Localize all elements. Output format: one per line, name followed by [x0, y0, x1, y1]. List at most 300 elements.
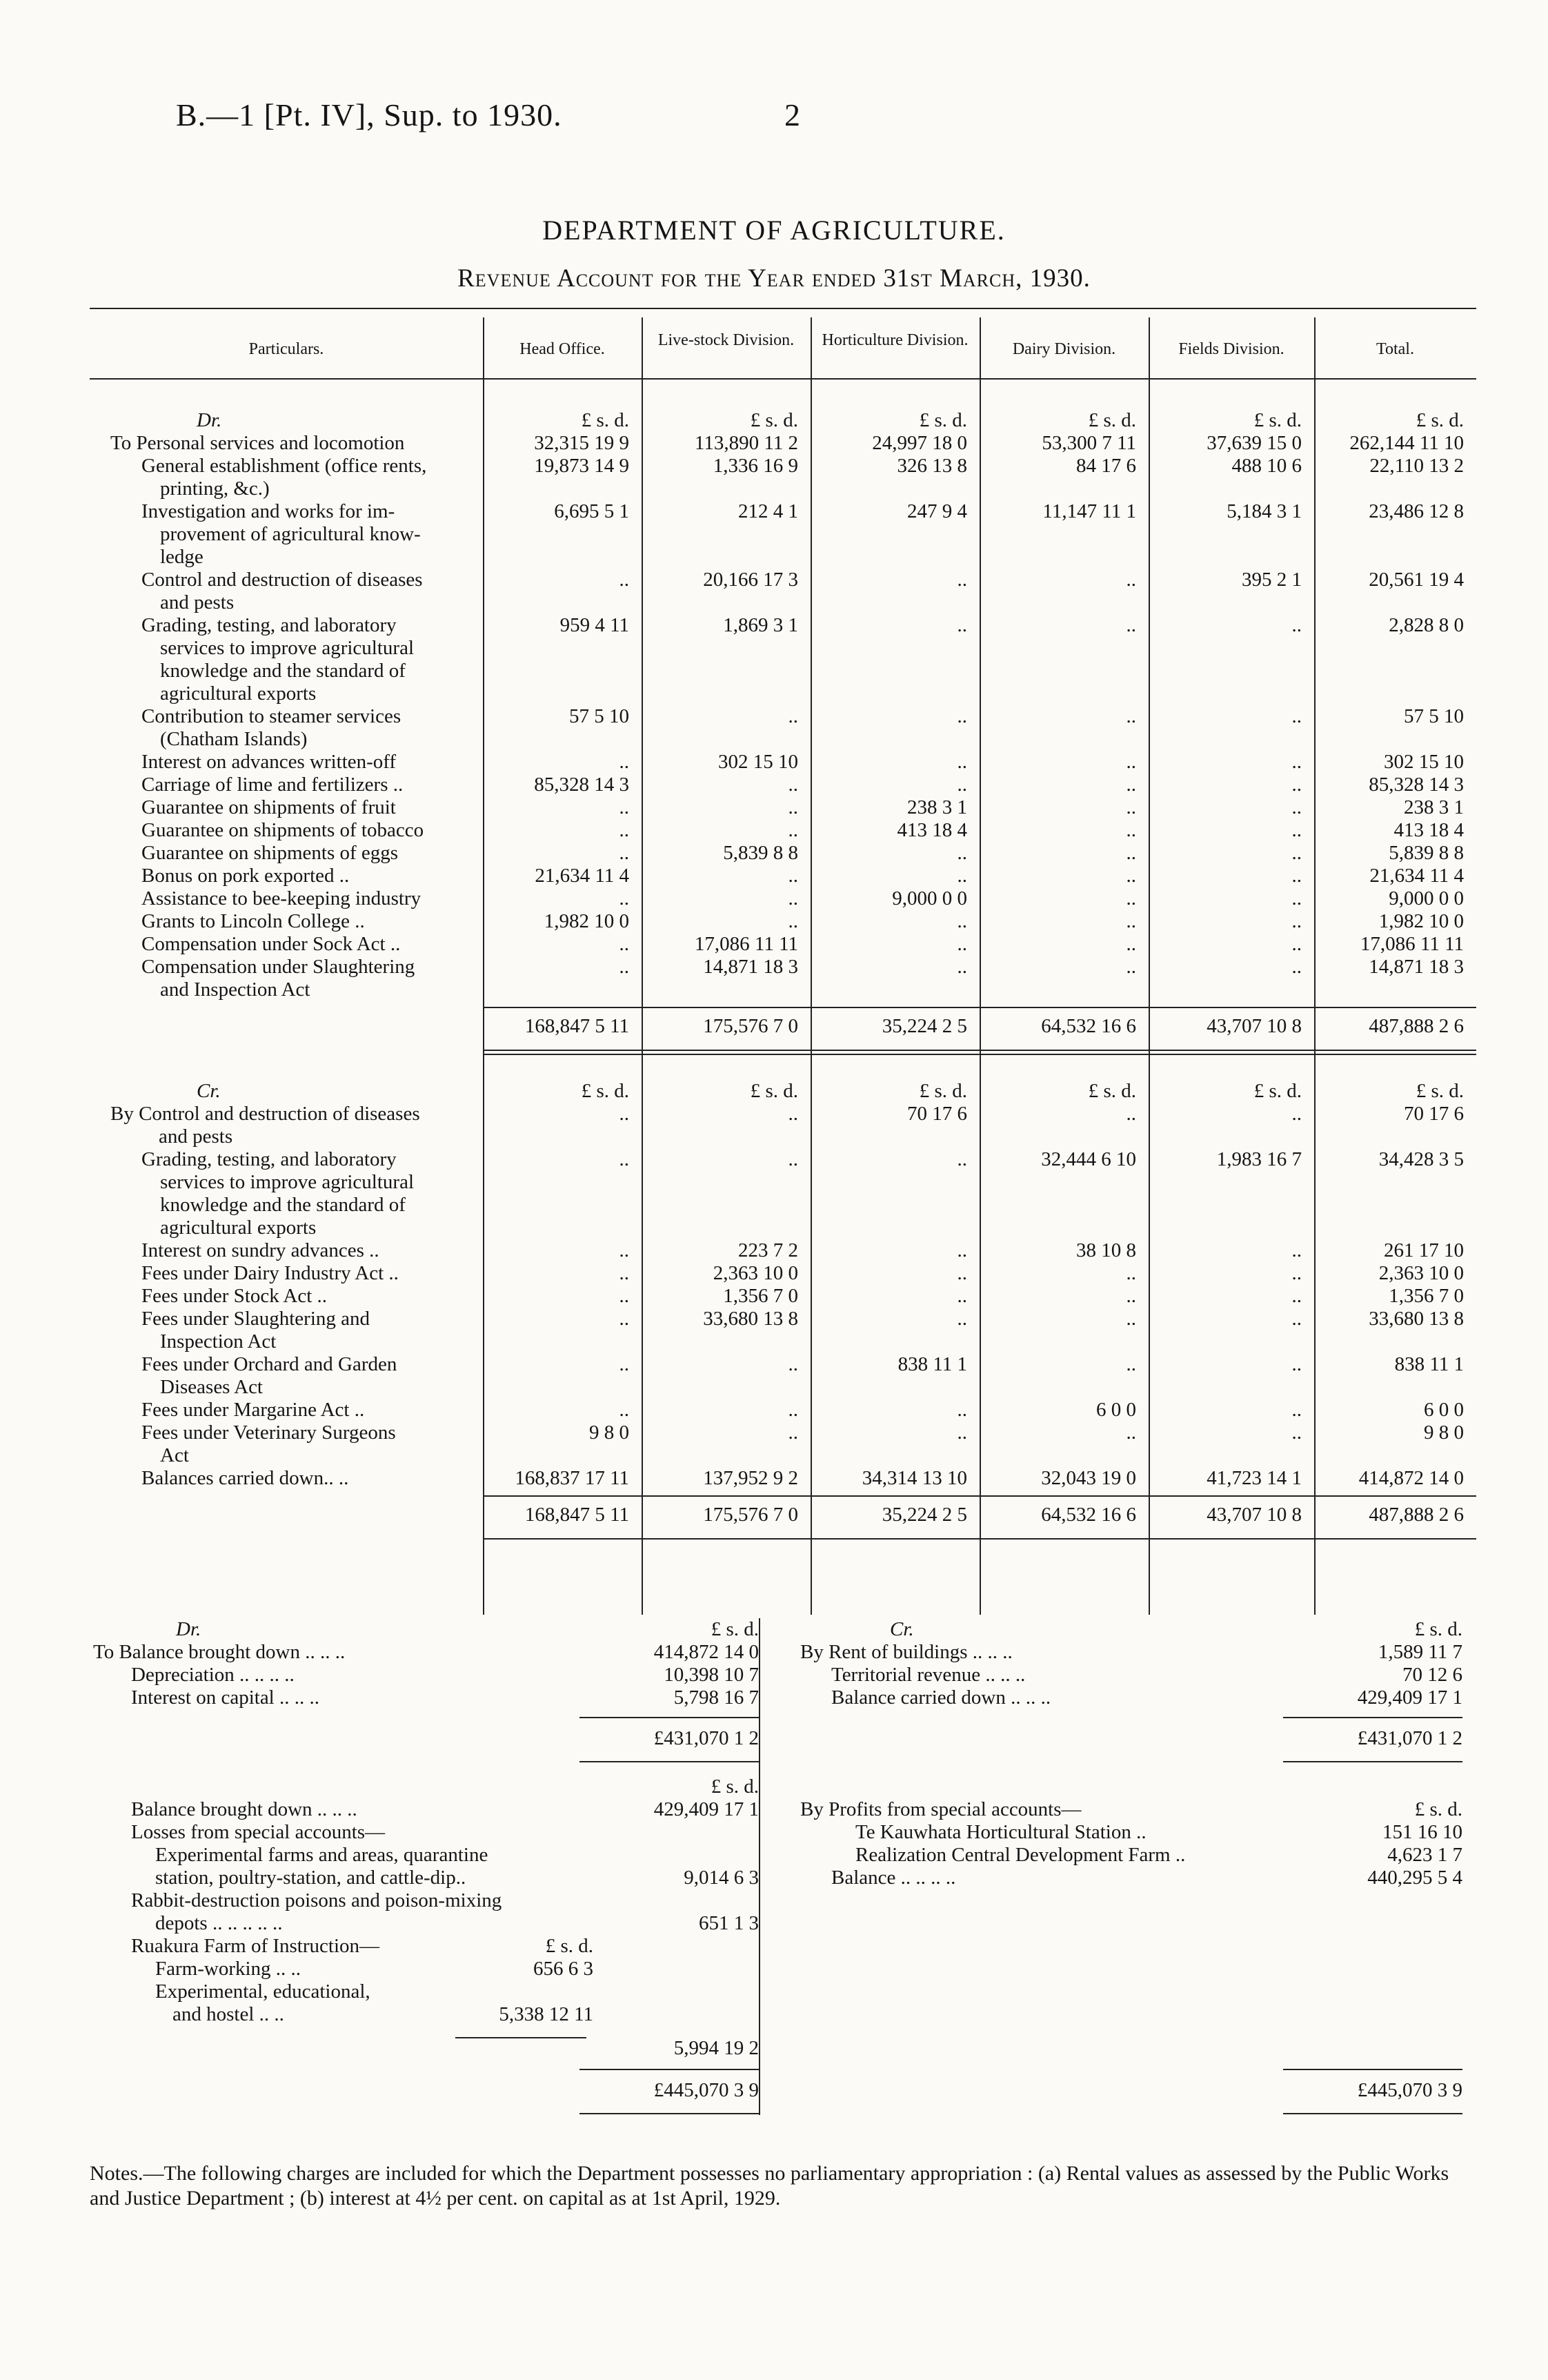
summary-right-value: 1,589 11 7 [1378, 1641, 1462, 1663]
summary-right-value: 151 16 10 [1382, 1821, 1462, 1843]
summary-left-label: Experimental farms and areas, quarantine [155, 1844, 488, 1866]
lsd-header: £ s. d. [1416, 1080, 1464, 1102]
row-label: Act [160, 1444, 189, 1466]
row-value: .. [1126, 910, 1136, 932]
row-value: .. [619, 1148, 629, 1170]
row-value: 238 3 1 [907, 796, 967, 818]
row-label: By Control and destruction of diseases [110, 1103, 420, 1125]
row-value: .. [1126, 956, 1136, 978]
row-value: 32,043 19 0 [1041, 1467, 1136, 1489]
header-bottom-rule [90, 378, 1476, 380]
col-particulars-header: Particulars. [248, 340, 324, 358]
column-divider [980, 317, 981, 1615]
row-value: .. [1126, 1308, 1136, 1330]
row-value: .. [957, 569, 967, 591]
row-value: 9,000 0 0 [1389, 887, 1464, 909]
row-value: .. [957, 751, 967, 773]
row-value: .. [619, 887, 629, 909]
row-value: 32,444 6 10 [1041, 1148, 1136, 1170]
row-value: 85,328 14 3 [534, 774, 629, 796]
column-divider [811, 317, 812, 1615]
lsd-header: £ s. d. [1416, 409, 1464, 431]
row-label: Grading, testing, and laboratory [141, 1148, 397, 1170]
col-dairy-header: Dairy Division. [1012, 340, 1116, 358]
summary-left-value: 651 1 3 [699, 1912, 759, 1934]
ruakura-value: 5,338 12 11 [499, 2003, 593, 2025]
dr-total: 35,224 2 5 [882, 1015, 967, 1037]
row-value: 959 4 11 [559, 614, 629, 636]
row-label: Contribution to steamer services [141, 705, 401, 727]
row-value: 262,144 11 10 [1349, 432, 1464, 454]
row-label: Fees under Slaughtering and [141, 1308, 370, 1330]
cr-total: 175,576 7 0 [703, 1504, 798, 1526]
row-value: .. [619, 819, 629, 841]
row-value: .. [1126, 569, 1136, 591]
summary-right-value: 440,295 5 4 [1367, 1867, 1462, 1889]
row-value: .. [1291, 842, 1302, 864]
row-value: .. [788, 796, 798, 818]
row-value: 261 17 10 [1384, 1239, 1464, 1261]
row-value: 21,634 11 4 [1369, 865, 1464, 887]
summary-left-label: Rabbit-destruction poisons and poison-mixing [131, 1889, 502, 1911]
lsd-header: £ s. d. [581, 409, 629, 431]
lsd-header: £ s. d. [750, 409, 798, 431]
cr-total: 487,888 2 6 [1369, 1504, 1464, 1526]
col-fields-header: Fields Division. [1178, 340, 1284, 358]
row-value: .. [788, 1148, 798, 1170]
row-value: 5,839 8 8 [723, 842, 798, 864]
summary-dr-label: Dr. [176, 1618, 201, 1640]
column-divider [642, 317, 643, 1615]
row-value: .. [1291, 933, 1302, 955]
row-label: and Inspection Act [160, 978, 310, 1001]
summary-rule [1283, 2069, 1462, 2070]
row-value: 20,166 17 3 [703, 569, 798, 591]
row-value: .. [1291, 1308, 1302, 1330]
summary-right-label: Territorial revenue .. .. .. [831, 1664, 1026, 1686]
col-live-stock-header: Live-stock Division. [657, 331, 795, 349]
row-label: Inspection Act [160, 1330, 277, 1353]
summary-rule [579, 1717, 759, 1718]
row-value: 137,952 9 2 [703, 1467, 798, 1489]
summary-left-value: 429,409 17 1 [653, 1798, 759, 1820]
column-divider [1149, 317, 1150, 1615]
row-label: (Chatham Islands) [160, 728, 308, 750]
lsd-header: £ s. d. [1088, 409, 1136, 431]
row-value: 5,839 8 8 [1389, 842, 1464, 864]
row-value: 6 0 0 [1424, 1399, 1464, 1421]
summary-left-label: Interest on capital .. .. .. [131, 1686, 319, 1709]
row-value: .. [788, 865, 798, 887]
row-value: .. [619, 569, 629, 591]
dr-total: 175,576 7 0 [703, 1015, 798, 1037]
page-subtitle: Revenue Account for the Year ended 31st March, 1930. [457, 264, 1091, 293]
summary-rule [579, 1761, 759, 1762]
row-value: .. [957, 865, 967, 887]
row-value: .. [788, 1422, 798, 1444]
row-value: .. [788, 1399, 798, 1421]
totals-bottom-rule [483, 1538, 1476, 1540]
row-value: .. [957, 705, 967, 727]
row-value: 20,561 19 4 [1369, 569, 1464, 591]
row-value: 19,873 14 9 [534, 455, 629, 477]
summary-rule [1283, 1761, 1462, 1762]
row-label: services to improve agricultural [160, 1171, 415, 1193]
summary-lsd: £ s. d. [1414, 1618, 1462, 1640]
row-value: .. [619, 751, 629, 773]
row-label: Balances carried down.. .. [141, 1467, 349, 1489]
row-value: 1,336 16 9 [713, 455, 798, 477]
row-value: .. [957, 910, 967, 932]
row-value: 238 3 1 [1404, 796, 1464, 818]
row-label: Control and destruction of diseases [141, 569, 423, 591]
summary-right-label: Te Kauwhata Horticultural Station .. [855, 1821, 1147, 1843]
row-value: 34,314 13 10 [862, 1467, 967, 1489]
summary-right-label: By Rent of buildings .. .. .. [800, 1641, 1013, 1663]
summary-left-value: 10,398 10 7 [664, 1664, 759, 1686]
row-value: 9 8 0 [589, 1422, 629, 1444]
row-value: .. [619, 1262, 629, 1284]
document-reference: B.—1 [Pt. IV], Sup. to 1930. [176, 97, 562, 132]
summary-lsd: £ s. d. [711, 1618, 759, 1640]
row-value: 23,486 12 8 [1369, 500, 1464, 522]
row-value: 488 10 6 [1231, 455, 1302, 477]
summary-rule [1283, 2113, 1462, 2114]
row-label: Fees under Stock Act .. [141, 1285, 328, 1307]
row-value: 11,147 11 1 [1042, 500, 1136, 522]
row-value: .. [957, 614, 967, 636]
row-label: knowledge and the standard of [160, 660, 406, 682]
row-value: .. [1291, 1399, 1302, 1421]
summary-left-label: and hostel .. .. [172, 2003, 284, 2025]
row-value: .. [1126, 819, 1136, 841]
row-value: 9,000 0 0 [892, 887, 967, 909]
row-value: 53,300 7 11 [1042, 432, 1136, 454]
row-value: .. [619, 1285, 629, 1307]
row-value: .. [957, 774, 967, 796]
row-value: .. [957, 1285, 967, 1307]
row-value: 5,184 3 1 [1227, 500, 1302, 522]
row-value: .. [1291, 865, 1302, 887]
row-value: 413 18 4 [1393, 819, 1464, 841]
section-rule [483, 1054, 1476, 1055]
row-label: provement of agricultural know- [160, 523, 421, 545]
row-value: .. [619, 1239, 629, 1261]
row-label: Fees under Dairy Industry Act .. [141, 1262, 399, 1284]
row-value: 22,110 13 2 [1369, 455, 1464, 477]
lsd-header: £ s. d. [919, 1080, 967, 1102]
row-value: .. [619, 933, 629, 955]
row-label: and pests [159, 1125, 233, 1148]
row-value: 414,872 14 0 [1358, 1467, 1464, 1489]
row-value: 57 5 10 [569, 705, 629, 727]
row-value: .. [619, 956, 629, 978]
summary-left-label: Depreciation .. .. .. .. [131, 1664, 295, 1686]
row-label: Diseases Act [160, 1376, 263, 1398]
row-value: .. [1291, 1353, 1302, 1375]
row-value: 24,997 18 0 [872, 432, 967, 454]
row-value: 57 5 10 [1404, 705, 1464, 727]
summary-rule [579, 2069, 759, 2070]
row-label: Guarantee on shipments of eggs [141, 842, 399, 864]
row-value: .. [957, 933, 967, 955]
cr-label: Cr. [197, 1080, 221, 1102]
summary-divider [759, 1618, 760, 2115]
row-label: knowledge and the standard of [160, 1194, 406, 1216]
row-value: .. [619, 796, 629, 818]
row-label: General establishment (office rents, [141, 455, 427, 477]
row-value: .. [1291, 796, 1302, 818]
row-value: .. [788, 819, 798, 841]
row-value: .. [619, 1399, 629, 1421]
summary-left-total: £445,070 3 9 [653, 2079, 759, 2101]
row-value: .. [788, 1353, 798, 1375]
summary-lsd: £ s. d. [711, 1776, 759, 1798]
row-value: .. [957, 1148, 967, 1170]
row-value: .. [619, 1308, 629, 1330]
summary-right-total: £431,070 1 2 [1357, 1727, 1462, 1749]
row-value: .. [1291, 910, 1302, 932]
lsd-header: £ s. d. [750, 1080, 798, 1102]
cr-total: 35,224 2 5 [882, 1504, 967, 1526]
row-value: .. [1126, 1353, 1136, 1375]
row-label: Grading, testing, and laboratory [141, 614, 397, 636]
dr-label: Dr. [197, 409, 222, 431]
row-value: .. [1291, 705, 1302, 727]
row-value: .. [1291, 956, 1302, 978]
lsd-header: £ s. d. [919, 409, 967, 431]
ruakura-total: 5,994 19 2 [673, 2037, 759, 2059]
row-value: .. [1291, 887, 1302, 909]
ruakura-lsd: £ s. d. [545, 1935, 593, 1957]
summary-rule [1283, 1717, 1462, 1718]
row-value: 223 7 2 [738, 1239, 798, 1261]
dr-total: 43,707 10 8 [1207, 1015, 1302, 1037]
row-value: .. [957, 1262, 967, 1284]
row-value: 326 13 8 [897, 455, 967, 477]
row-value: 168,837 17 11 [515, 1467, 629, 1489]
summary-right-value: 70 12 6 [1402, 1664, 1462, 1686]
row-value: .. [957, 1422, 967, 1444]
row-value: 14,871 18 3 [703, 956, 798, 978]
row-value: .. [1126, 774, 1136, 796]
row-value: .. [1291, 1103, 1302, 1125]
row-value: .. [1126, 705, 1136, 727]
row-value: .. [619, 1353, 629, 1375]
row-label: and pests [160, 591, 235, 613]
row-value: .. [1291, 1239, 1302, 1261]
notes: Notes.—The following charges are included for which the Department possesses no parliamentary appropriation : (a) Rental values as assessed by the Public Works and Justice Department ; (b) interest at 4½ per cent. on capital as at 1st April, 1929. [90, 2162, 1449, 2210]
row-value: .. [1291, 1422, 1302, 1444]
row-value: 38 10 8 [1076, 1239, 1136, 1261]
row-value: .. [1126, 614, 1136, 636]
summary-rule [579, 2113, 759, 2114]
row-label: Interest on sundry advances .. [141, 1239, 379, 1261]
summary-right-label: Balance .. .. .. .. [831, 1867, 956, 1889]
row-label: Fees under Margarine Act .. [141, 1399, 365, 1421]
row-value: .. [957, 1399, 967, 1421]
row-value: 1,982 10 0 [544, 910, 629, 932]
totals-rule [483, 1495, 1476, 1497]
column-divider [1314, 317, 1316, 1615]
row-value: 302 15 10 [718, 751, 798, 773]
summary-cr-label: Cr. [890, 1618, 914, 1640]
row-value: 838 11 1 [1394, 1353, 1464, 1375]
row-value: .. [1291, 1285, 1302, 1307]
row-value: .. [619, 842, 629, 864]
row-value: .. [957, 1308, 967, 1330]
row-value: .. [1126, 865, 1136, 887]
summary-right-total: £445,070 3 9 [1357, 2079, 1462, 2101]
row-label: Grants to Lincoln College .. [141, 910, 365, 932]
row-label: Interest on advances written-off [141, 751, 397, 773]
row-value: 32,315 19 9 [534, 432, 629, 454]
row-value: .. [1291, 1262, 1302, 1284]
row-value: .. [1291, 751, 1302, 773]
row-value: 113,890 11 2 [694, 432, 798, 454]
summary-left-label: Balance brought down .. .. .. [131, 1798, 357, 1820]
row-value: .. [957, 842, 967, 864]
row-value: 17,086 11 11 [1360, 933, 1464, 955]
row-value: .. [1126, 796, 1136, 818]
row-label: Assistance to bee-keeping industry [141, 887, 421, 909]
row-value: 395 2 1 [1242, 569, 1302, 591]
lsd-header: £ s. d. [1088, 1080, 1136, 1102]
summary-rule [455, 2037, 586, 2038]
row-value: 41,723 14 1 [1207, 1467, 1302, 1489]
summary-right-label: By Profits from special accounts— [800, 1798, 1082, 1820]
row-value: 14,871 18 3 [1369, 956, 1464, 978]
row-value: .. [619, 1103, 629, 1125]
dr-total: 64,532 16 6 [1041, 1015, 1136, 1037]
row-value: 1,356 7 0 [723, 1285, 798, 1307]
page-number: 2 [784, 97, 800, 132]
row-value: 33,680 13 8 [1369, 1308, 1464, 1330]
row-label: agricultural exports [160, 1217, 317, 1239]
summary-left-label: Experimental, educational, [155, 1980, 370, 2003]
summary-left-value: 5,798 16 7 [673, 1686, 759, 1709]
row-value: 2,828 8 0 [1389, 614, 1464, 636]
row-label: To Personal services and locomotion [110, 432, 405, 454]
row-value: 84 17 6 [1076, 455, 1136, 477]
row-label: Carriage of lime and fertilizers .. [141, 774, 404, 796]
summary-left-value: 414,872 14 0 [653, 1641, 759, 1663]
col-horticulture-header: Horticulture Division. [822, 331, 969, 349]
row-value: 1,982 10 0 [1378, 910, 1464, 932]
row-label: Compensation under Slaughtering [141, 956, 415, 978]
row-value: .. [1126, 842, 1136, 864]
row-label: ledge [160, 546, 204, 568]
summary-left-label: station, poultry-station, and cattle-dip.. [155, 1867, 466, 1889]
row-label: Fees under Veterinary Surgeons [141, 1422, 396, 1444]
row-value: 247 9 4 [907, 500, 967, 522]
cr-total: 43,707 10 8 [1207, 1504, 1302, 1526]
row-value: 85,328 14 3 [1369, 774, 1464, 796]
row-label: Fees under Orchard and Garden [141, 1353, 397, 1375]
row-value: 413 18 4 [897, 819, 967, 841]
row-value: 9 8 0 [1424, 1422, 1464, 1444]
table-top-rule [90, 308, 1476, 309]
totals-rule [483, 1007, 1476, 1008]
row-value: .. [788, 705, 798, 727]
summary-right-value: 4,623 1 7 [1387, 1844, 1462, 1866]
row-label: agricultural exports [160, 682, 317, 705]
row-value: 17,086 11 11 [694, 933, 798, 955]
summary-left-label: To Balance brought down .. .. .. [93, 1641, 346, 1663]
row-value: 70 17 6 [907, 1103, 967, 1125]
row-value: .. [788, 774, 798, 796]
column-divider [483, 317, 484, 1615]
row-value: .. [957, 956, 967, 978]
row-value: .. [957, 1239, 967, 1261]
row-value: 1,869 3 1 [723, 614, 798, 636]
summary-right-label: Realization Central Development Farm .. [855, 1844, 1186, 1866]
row-label: Bonus on pork exported .. [141, 865, 350, 887]
ruakura-value: 656 6 3 [533, 1958, 593, 1980]
row-value: .. [1291, 819, 1302, 841]
summary-left-label: Losses from special accounts— [131, 1821, 386, 1843]
row-value: .. [788, 1103, 798, 1125]
summary-left-label: depots .. .. .. .. .. [155, 1912, 283, 1934]
row-label: Guarantee on shipments of fruit [141, 796, 396, 818]
cr-total: 64,532 16 6 [1041, 1504, 1136, 1526]
row-value: 70 17 6 [1404, 1103, 1464, 1125]
col-total-header: Total. [1376, 340, 1414, 358]
row-label: printing, &c.) [160, 478, 270, 500]
row-value: 1,983 16 7 [1216, 1148, 1302, 1170]
totals-bottom-rule [483, 1050, 1476, 1051]
row-value: 6 0 0 [1096, 1399, 1136, 1421]
row-value: .. [1126, 1103, 1136, 1125]
row-label: Guarantee on shipments of tobacco [141, 819, 424, 841]
summary-left-value: 9,014 6 3 [684, 1867, 759, 1889]
summary-right-value: 429,409 17 1 [1357, 1686, 1462, 1709]
row-value: .. [1126, 1285, 1136, 1307]
row-value: 34,428 3 5 [1378, 1148, 1464, 1170]
row-value: .. [1126, 933, 1136, 955]
lsd-header: £ s. d. [1253, 409, 1302, 431]
row-value: 302 15 10 [1384, 751, 1464, 773]
row-value: 33,680 13 8 [703, 1308, 798, 1330]
row-value: .. [1126, 1422, 1136, 1444]
dr-total: 487,888 2 6 [1369, 1015, 1464, 1037]
lsd-header: £ s. d. [581, 1080, 629, 1102]
summary-left-label: Farm-working .. .. [155, 1958, 301, 1980]
row-value: 2,363 10 0 [713, 1262, 798, 1284]
row-value: 212 4 1 [738, 500, 798, 522]
row-label: Investigation and works for im- [141, 500, 395, 522]
col-head-office-header: Head Office. [519, 340, 605, 358]
row-value: 1,356 7 0 [1389, 1285, 1464, 1307]
row-value: .. [1126, 751, 1136, 773]
lsd-header: £ s. d. [1253, 1080, 1302, 1102]
page-title: DEPARTMENT OF AGRICULTURE. [542, 215, 1006, 246]
row-value: .. [1126, 1262, 1136, 1284]
row-label: Compensation under Sock Act .. [141, 933, 401, 955]
summary-left-total: £431,070 1 2 [653, 1727, 759, 1749]
row-value: 2,363 10 0 [1378, 1262, 1464, 1284]
row-value: 838 11 1 [897, 1353, 967, 1375]
summary-left-label: Ruakura Farm of Instruction— [131, 1935, 380, 1957]
dr-total: 168,847 5 11 [524, 1015, 629, 1037]
row-value: 21,634 11 4 [535, 865, 629, 887]
row-value: 6,695 5 1 [554, 500, 629, 522]
summary-right-label: Balance carried down .. .. .. [831, 1686, 1051, 1709]
row-value: .. [788, 910, 798, 932]
row-value: .. [1291, 614, 1302, 636]
row-value: 37,639 15 0 [1207, 432, 1302, 454]
row-value: .. [788, 887, 798, 909]
